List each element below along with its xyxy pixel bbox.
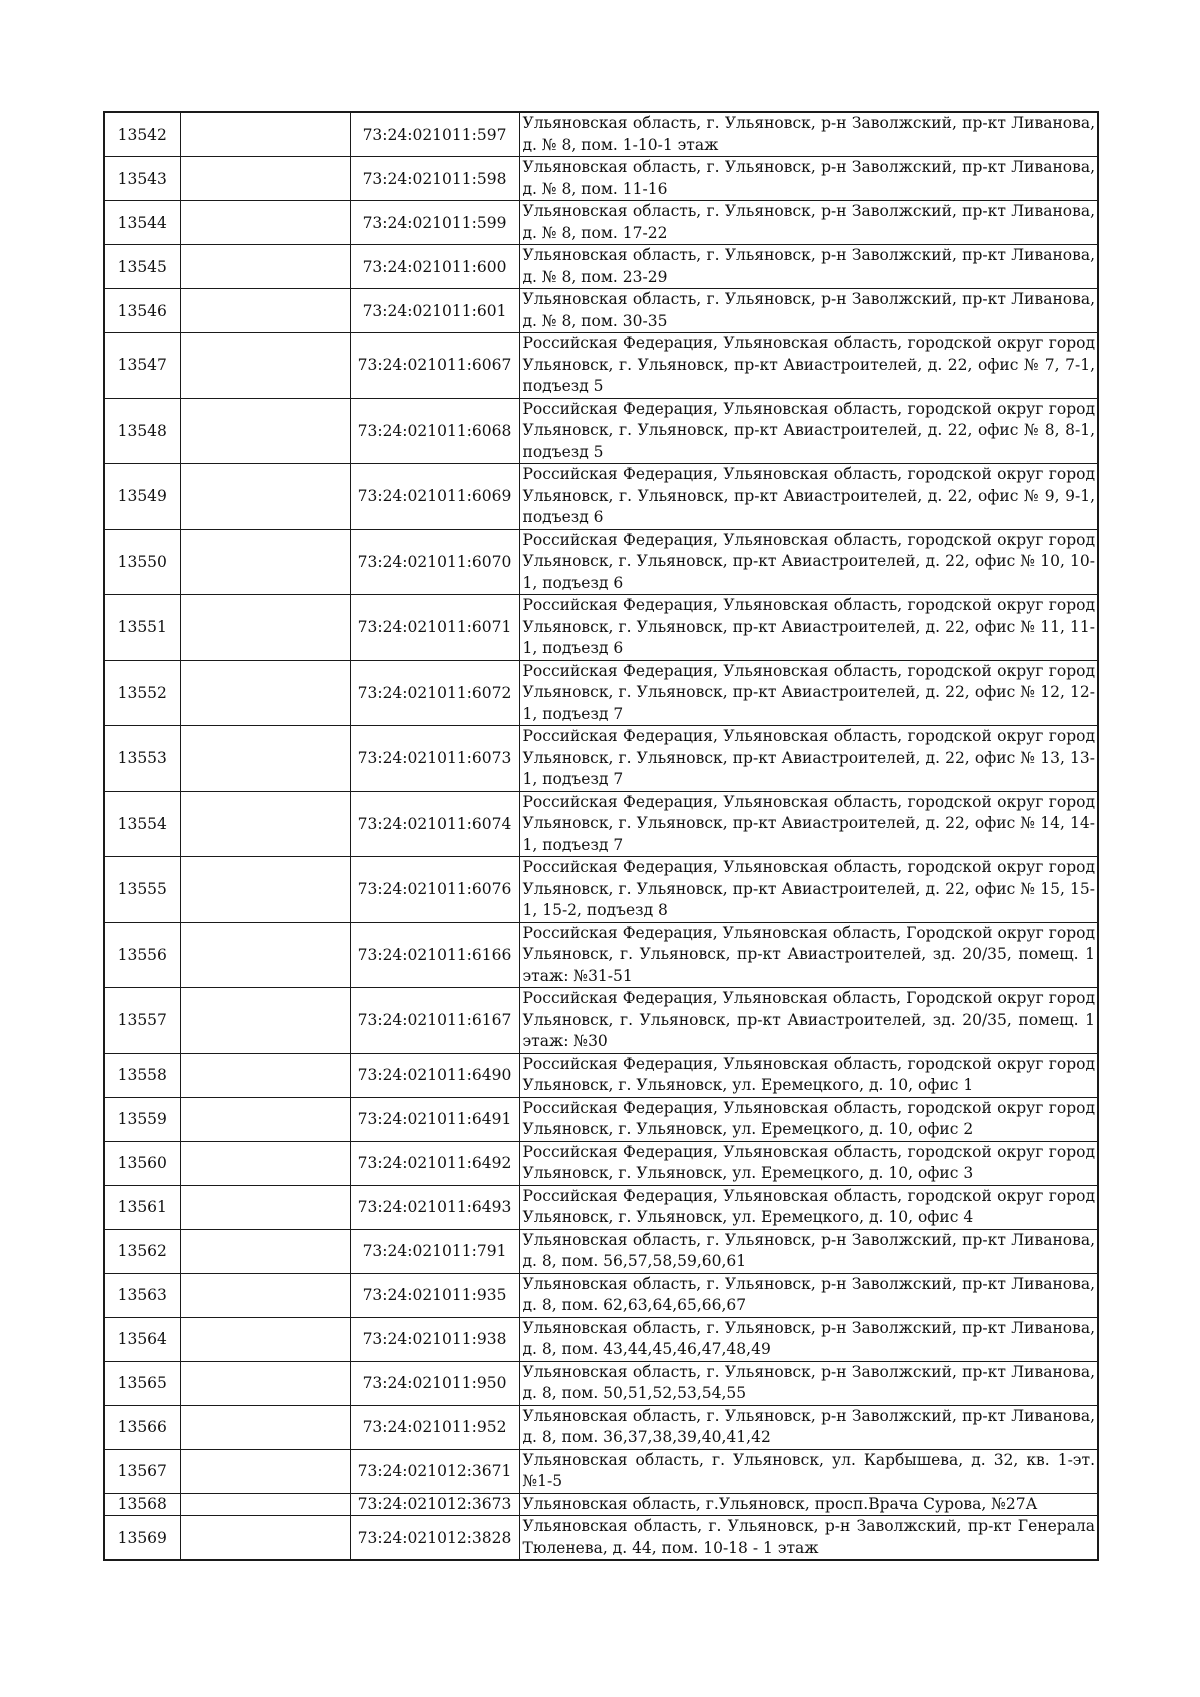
row-number-cell: 13565 (104, 1361, 180, 1405)
empty-cell (180, 529, 350, 595)
empty-cell (180, 1053, 350, 1097)
address-cell: Ульяновская область, г. Ульяновск, р-н Заволжский, пр-кт Ливанова, д. № 8, пом. 1-10-1 этаж (519, 112, 1098, 157)
empty-cell (180, 245, 350, 289)
row-number-cell: 13547 (104, 333, 180, 399)
empty-cell (180, 201, 350, 245)
row-number-cell: 13562 (104, 1229, 180, 1273)
address-cell: Российская Федерация, Ульяновская область, городской округ город Ульяновск, г. Ульяновск, пр-кт Авиастроителей, д. 22, офис № 9, 9-1, подъезд 6 (519, 464, 1098, 530)
address-cell: Ульяновская область, г. Ульяновск, р-н Заволжский, пр-кт Ливанова, д. 8, пом. 62,63,64,65,66,67 (519, 1273, 1098, 1317)
registry-body (104, 112, 1098, 1560)
table-row (104, 1493, 1098, 1516)
row-number-cell: 13560 (104, 1141, 180, 1185)
table-row (104, 1185, 1098, 1229)
row-number-cell: 13554 (104, 791, 180, 857)
empty-cell (180, 660, 350, 726)
address-cell: Российская Федерация, Ульяновская область, городской округ город Ульяновск, г. Ульяновск, пр-кт Авиастроителей, д. 22, офис № 10, 10-1, подъезд 6 (519, 529, 1098, 595)
row-number-cell: 13567 (104, 1449, 180, 1493)
row-number-cell: 13552 (104, 660, 180, 726)
table-row (104, 1097, 1098, 1141)
row-number-cell: 13542 (104, 112, 180, 157)
row-number-cell: 13569 (104, 1516, 180, 1561)
table-row (104, 289, 1098, 333)
table-row (104, 726, 1098, 792)
address-cell: Ульяновская область, г. Ульяновск, р-н Заволжский, пр-кт Генерала Тюленева, д. 44, пом. 10-18 - 1 этаж (519, 1516, 1098, 1561)
table-row (104, 1516, 1098, 1561)
address-cell: Российская Федерация, Ульяновская область, городской округ город Ульяновск, г. Ульяновск, пр-кт Авиастроителей, д. 22, офис № 14, 14-1, подъезд 7 (519, 791, 1098, 857)
empty-cell (180, 1229, 350, 1273)
cadastral-number-cell: 73:24:021011:6074 (350, 791, 519, 857)
cadastral-number-cell: 73:24:021011:6072 (350, 660, 519, 726)
table-row (104, 157, 1098, 201)
table-row (104, 1141, 1098, 1185)
empty-cell (180, 112, 350, 157)
table-row (104, 201, 1098, 245)
cadastral-number-cell: 73:24:021011:6492 (350, 1141, 519, 1185)
cadastral-number-cell: 73:24:021011:952 (350, 1405, 519, 1449)
address-cell: Российская Федерация, Ульяновская область, городской округ город Ульяновск, г. Ульяновск, ул. Еремецкого, д. 10, офис 1 (519, 1053, 1098, 1097)
table-row (104, 529, 1098, 595)
row-number-cell: 13561 (104, 1185, 180, 1229)
cadastral-number-cell: 73:24:021011:599 (350, 201, 519, 245)
cadastral-number-cell: 73:24:021011:6166 (350, 922, 519, 988)
row-number-cell: 13558 (104, 1053, 180, 1097)
row-number-cell: 13566 (104, 1405, 180, 1449)
cadastral-number-cell: 73:24:021011:601 (350, 289, 519, 333)
address-cell: Ульяновская область, г. Ульяновск, р-н Заволжский, пр-кт Ливанова, д. 8, пом. 56,57,58,59,60,61 (519, 1229, 1098, 1273)
row-number-cell: 13545 (104, 245, 180, 289)
row-number-cell: 13548 (104, 398, 180, 464)
cadastral-number-cell: 73:24:021011:938 (350, 1317, 519, 1361)
empty-cell (180, 1141, 350, 1185)
cadastral-number-cell: 73:24:021011:597 (350, 112, 519, 157)
address-cell: Российская Федерация, Ульяновская область, городской округ город Ульяновск, г. Ульяновск, пр-кт Авиастроителей, д. 22, офис № 8, 8-1, подъезд 5 (519, 398, 1098, 464)
empty-cell (180, 157, 350, 201)
row-number-cell: 13544 (104, 201, 180, 245)
table-row (104, 1449, 1098, 1493)
table-row (104, 333, 1098, 399)
table-row (104, 791, 1098, 857)
table-row (104, 245, 1098, 289)
table-row (104, 398, 1098, 464)
address-cell: Ульяновская область, г. Ульяновск, р-н Заволжский, пр-кт Ливанова, д. № 8, пом. 23-29 (519, 245, 1098, 289)
registry-table (103, 111, 1099, 1561)
empty-cell (180, 791, 350, 857)
cadastral-number-cell: 73:24:021011:6491 (350, 1097, 519, 1141)
row-number-cell: 13568 (104, 1493, 180, 1516)
empty-cell (180, 1405, 350, 1449)
empty-cell (180, 1185, 350, 1229)
empty-cell (180, 1361, 350, 1405)
table-row (104, 112, 1098, 157)
empty-cell (180, 1493, 350, 1516)
table-row (104, 922, 1098, 988)
address-cell: Российская Федерация, Ульяновская область, городской округ город Ульяновск, г. Ульяновск, ул. Еремецкого, д. 10, офис 3 (519, 1141, 1098, 1185)
empty-cell (180, 988, 350, 1054)
table-row (104, 1405, 1098, 1449)
cadastral-number-cell: 73:24:021011:6490 (350, 1053, 519, 1097)
table-row (104, 1361, 1098, 1405)
row-number-cell: 13564 (104, 1317, 180, 1361)
table-row (104, 1317, 1098, 1361)
address-cell: Ульяновская область, г. Ульяновск, р-н Заволжский, пр-кт Ливанова, д. № 8, пом. 11-16 (519, 157, 1098, 201)
address-cell: Ульяновская область, г. Ульяновск, р-н Заволжский, пр-кт Ливанова, д. 8, пом. 43,44,45,46,47,48,49 (519, 1317, 1098, 1361)
cadastral-number-cell: 73:24:021011:950 (350, 1361, 519, 1405)
cadastral-number-cell: 73:24:021011:6076 (350, 857, 519, 923)
table-row (104, 857, 1098, 923)
empty-cell (180, 1449, 350, 1493)
row-number-cell: 13559 (104, 1097, 180, 1141)
cadastral-number-cell: 73:24:021011:598 (350, 157, 519, 201)
address-cell: Ульяновская область, г. Ульяновск, р-н Заволжский, пр-кт Ливанова, д. 8, пом. 36,37,38,39,40,41,42 (519, 1405, 1098, 1449)
empty-cell (180, 333, 350, 399)
empty-cell (180, 398, 350, 464)
address-cell: Российская Федерация, Ульяновская область, Городской округ город Ульяновск, г. Ульяновск, пр-кт Авиастроителей, зд. 20/35, помещ. 1 этаж: №30 (519, 988, 1098, 1054)
cadastral-number-cell: 73:24:021011:791 (350, 1229, 519, 1273)
empty-cell (180, 1273, 350, 1317)
address-cell: Российская Федерация, Ульяновская область, городской округ город Ульяновск, г. Ульяновск, пр-кт Авиастроителей, д. 22, офис № 15, 15-1, 15-2, подъезд 8 (519, 857, 1098, 923)
empty-cell (180, 1097, 350, 1141)
row-number-cell: 13555 (104, 857, 180, 923)
cadastral-number-cell: 73:24:021011:6167 (350, 988, 519, 1054)
address-cell: Российская Федерация, Ульяновская область, городской округ город Ульяновск, г. Ульяновск, пр-кт Авиастроителей, д. 22, офис № 7, 7-1, подъезд 5 (519, 333, 1098, 399)
empty-cell (180, 1516, 350, 1561)
address-cell: Российская Федерация, Ульяновская область, Городской округ город Ульяновск, г. Ульяновск, пр-кт Авиастроителей, зд. 20/35, помещ. 1 этаж: №31-51 (519, 922, 1098, 988)
address-cell: Ульяновская область, г. Ульяновск, р-н Заволжский, пр-кт Ливанова, д. № 8, пом. 30-35 (519, 289, 1098, 333)
cadastral-number-cell: 73:24:021011:6067 (350, 333, 519, 399)
row-number-cell: 13546 (104, 289, 180, 333)
address-cell: Российская Федерация, Ульяновская область, городской округ город Ульяновск, г. Ульяновск, пр-кт Авиастроителей, д. 22, офис № 11, 11-1, подъезд 6 (519, 595, 1098, 661)
cadastral-number-cell: 73:24:021012:3828 (350, 1516, 519, 1561)
cadastral-number-cell: 73:24:021012:3671 (350, 1449, 519, 1493)
empty-cell (180, 595, 350, 661)
table-row (104, 988, 1098, 1054)
cadastral-number-cell: 73:24:021011:6069 (350, 464, 519, 530)
address-cell: Российская Федерация, Ульяновская область, городской округ город Ульяновск, г. Ульяновск, ул. Еремецкого, д. 10, офис 4 (519, 1185, 1098, 1229)
empty-cell (180, 922, 350, 988)
table-row (104, 1273, 1098, 1317)
cadastral-number-cell: 73:24:021011:6493 (350, 1185, 519, 1229)
empty-cell (180, 857, 350, 923)
cadastral-number-cell: 73:24:021011:600 (350, 245, 519, 289)
row-number-cell: 13551 (104, 595, 180, 661)
row-number-cell: 13563 (104, 1273, 180, 1317)
empty-cell (180, 289, 350, 333)
row-number-cell: 13543 (104, 157, 180, 201)
address-cell: Ульяновская область, г.Ульяновск, просп.Врача Сурова, №27А (519, 1493, 1098, 1516)
cadastral-number-cell: 73:24:021011:6070 (350, 529, 519, 595)
cadastral-number-cell: 73:24:021012:3673 (350, 1493, 519, 1516)
row-number-cell: 13556 (104, 922, 180, 988)
empty-cell (180, 726, 350, 792)
empty-cell (180, 464, 350, 530)
table-row (104, 660, 1098, 726)
address-cell: Российская Федерация, Ульяновская область, городской округ город Ульяновск, г. Ульяновск, ул. Еремецкого, д. 10, офис 2 (519, 1097, 1098, 1141)
address-cell: Ульяновская область, г. Ульяновск, р-н Заволжский, пр-кт Ливанова, д. 8, пом. 50,51,52,53,54,55 (519, 1361, 1098, 1405)
table-row (104, 595, 1098, 661)
address-cell: Ульяновская область, г. Ульяновск, ул. Карбышева, д. 32, кв. 1-эт. №1-5 (519, 1449, 1098, 1493)
row-number-cell: 13549 (104, 464, 180, 530)
cadastral-number-cell: 73:24:021011:6073 (350, 726, 519, 792)
row-number-cell: 13553 (104, 726, 180, 792)
cadastral-number-cell: 73:24:021011:6071 (350, 595, 519, 661)
table-row (104, 1229, 1098, 1273)
row-number-cell: 13550 (104, 529, 180, 595)
empty-cell (180, 1317, 350, 1361)
cadastral-number-cell: 73:24:021011:935 (350, 1273, 519, 1317)
address-cell: Российская Федерация, Ульяновская область, городской округ город Ульяновск, г. Ульяновск, пр-кт Авиастроителей, д. 22, офис № 13, 13-1, подъезд 7 (519, 726, 1098, 792)
cadastral-number-cell: 73:24:021011:6068 (350, 398, 519, 464)
table-row (104, 464, 1098, 530)
table-row (104, 1053, 1098, 1097)
row-number-cell: 13557 (104, 988, 180, 1054)
address-cell: Ульяновская область, г. Ульяновск, р-н Заволжский, пр-кт Ливанова, д. № 8, пом. 17-22 (519, 201, 1098, 245)
address-cell: Российская Федерация, Ульяновская область, городской округ город Ульяновск, г. Ульяновск, пр-кт Авиастроителей, д. 22, офис № 12, 12-1, подъезд 7 (519, 660, 1098, 726)
